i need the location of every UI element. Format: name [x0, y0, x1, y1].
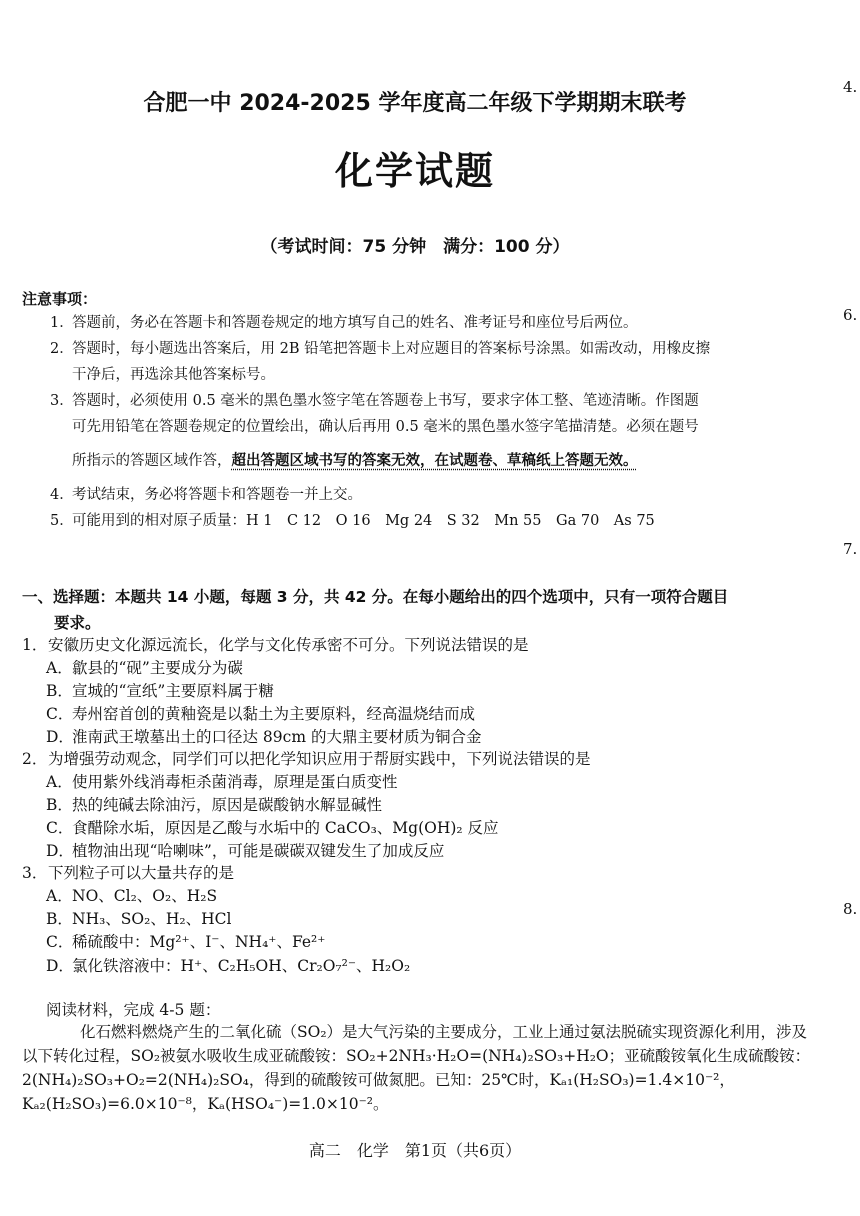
note-item-3-cont: 可先用铅笔在答题卷规定的位置绘出，确认后再用 0.5 毫米的黑色墨水签字笔描清楚。必须在题号: [72, 419, 699, 435]
question-3-stem: 3．下列粒子可以大量共存的是: [22, 864, 235, 882]
question-1-stem: 1．安徽历史文化源远流长，化学与文化传承密不可分。下列说法错误的是: [22, 636, 529, 654]
question-3-option-b: B．NH₃、SO₂、H₂、HCl: [46, 910, 232, 928]
margin-number: 4.: [843, 78, 858, 96]
note-item-3: 3．答题时，必须使用 0.5 毫米的黑色墨水签字笔在答题卷上书写，要求字体工整、笔迹清晰。作图题: [50, 393, 699, 409]
margin-number: 7.: [843, 540, 858, 558]
subject-title: 化学试题: [334, 148, 495, 193]
question-1-option-a: A．歙县的“砚”主要成分为碳: [46, 659, 243, 677]
question-3-option-a: A．NO、Cl₂、O₂、H₂S: [46, 887, 218, 905]
question-2-option-c: C．食醋除水垢，原因是乙酸与水垢中的 CaCO₃、Mg(OH)₂ 反应: [46, 819, 499, 837]
question-3-option-d: D．氯化铁溶液中：H⁺、C₂H₅OH、Cr₂O₇²⁻、H₂O₂: [46, 957, 411, 975]
question-2-option-d: D．植物油出现“哈喇味”，可能是碳碳双键发生了加成反应: [46, 842, 445, 860]
question-2-option-a: A．使用紫外线消毒柜杀菌消毒，原理是蛋白质变性: [46, 773, 398, 791]
question-2-option-b: B．热的纯碱去除油污，原因是碳酸钠水解显碱性: [46, 796, 383, 814]
margin-number: 8.: [843, 900, 858, 918]
question-1-option-d: D．淮南武王墩墓出土的口径达 89cm 的大鼎主要材质为铜合金: [46, 728, 482, 746]
question-3-option-c: C．稀硫酸中：Mg²⁺、I⁻、NH₄⁺、Fe²⁺: [46, 933, 326, 951]
emphasized-warning: 超出答题区域书写的答案无效，在试题卷、草稿纸上答题无效。: [231, 453, 638, 469]
notes-heading: 注意事项：: [22, 290, 98, 308]
question-1-option-c: C．寿州窑首创的黄釉瓷是以黏土为主要原料，经高温烧结而成: [46, 705, 476, 723]
note-item-4: 4．考试结束，务必将答题卡和答题卷一并上交。: [50, 487, 362, 503]
page-footer: 高二 化学 第1页（共6页）: [308, 1141, 522, 1160]
note-item-1: 1．答题前，务必在答题卡和答题卷规定的地方填写自己的姓名、准考证号和座位号后两位。: [50, 315, 638, 331]
question-1-option-b: B．宣城的“宣纸”主要原料属于糖: [46, 682, 274, 700]
note-item-5: 5．可能用到的相对原子质量：H 1 C 12 O 16 Mg 24 S 32 Mn 55 Ga 70 As 75: [50, 513, 655, 529]
margin-number: 6.: [843, 306, 858, 324]
question-2-stem: 2．为增强劳动观念，同学们可以把化学知识应用于帮厨实践中，下列说法错误的是: [22, 750, 591, 768]
note-item-3-cont2: 所指示的答题区域作答，超出答题区域书写的答案无效，在试题卷、草稿纸上答题无效。: [72, 453, 638, 469]
exam-info: （考试时间：75 分钟 满分：100 分）: [260, 237, 570, 257]
section-heading: 一、选择题：本题共 14 小题，每题 3 分，共 42 分。在每小题给出的四个选项中，只有一项符合题目 要求。: [22, 588, 729, 632]
reading-passage: 化石燃料燃烧产生的二氧化硫（SO₂）是大气污染的主要成分，工业上通过氨法脱硫实现资源化利用，涉及以下转化过程，SO₂被氨水吸收生成亚硫酸铵：SO₂+2NH₃·H₂O=(NH₄)₂SO₃+H₂O；亚硫酸铵氧化生成硫酸铵：2(NH₄)₂SO₃+O₂=2(NH₄)₂SO₄，得到的硫酸铵可做氮肥。已知：25℃时，Kₐ₁(H₂SO₃)=1.4×10⁻²，Kₐ₂(H₂SO₃)=6.0×10⁻⁸，Kₐ(HSO₄⁻)=1.0×10⁻²。: [22, 1023, 811, 1113]
note-item-2: 2．答题时，每小题选出答案后，用 2B 铅笔把答题卡上对应题目的答案标号涂黑。如需改动，用橡皮擦: [50, 341, 711, 357]
note-item-2-cont: 干净后，再选涂其他答案标号。: [72, 367, 275, 383]
exam-title: 合肥一中 2024-2025 学年度高二年级下学期期末联考: [143, 91, 687, 116]
reading-intro: 阅读材料，完成 4-5 题：: [46, 1001, 221, 1019]
